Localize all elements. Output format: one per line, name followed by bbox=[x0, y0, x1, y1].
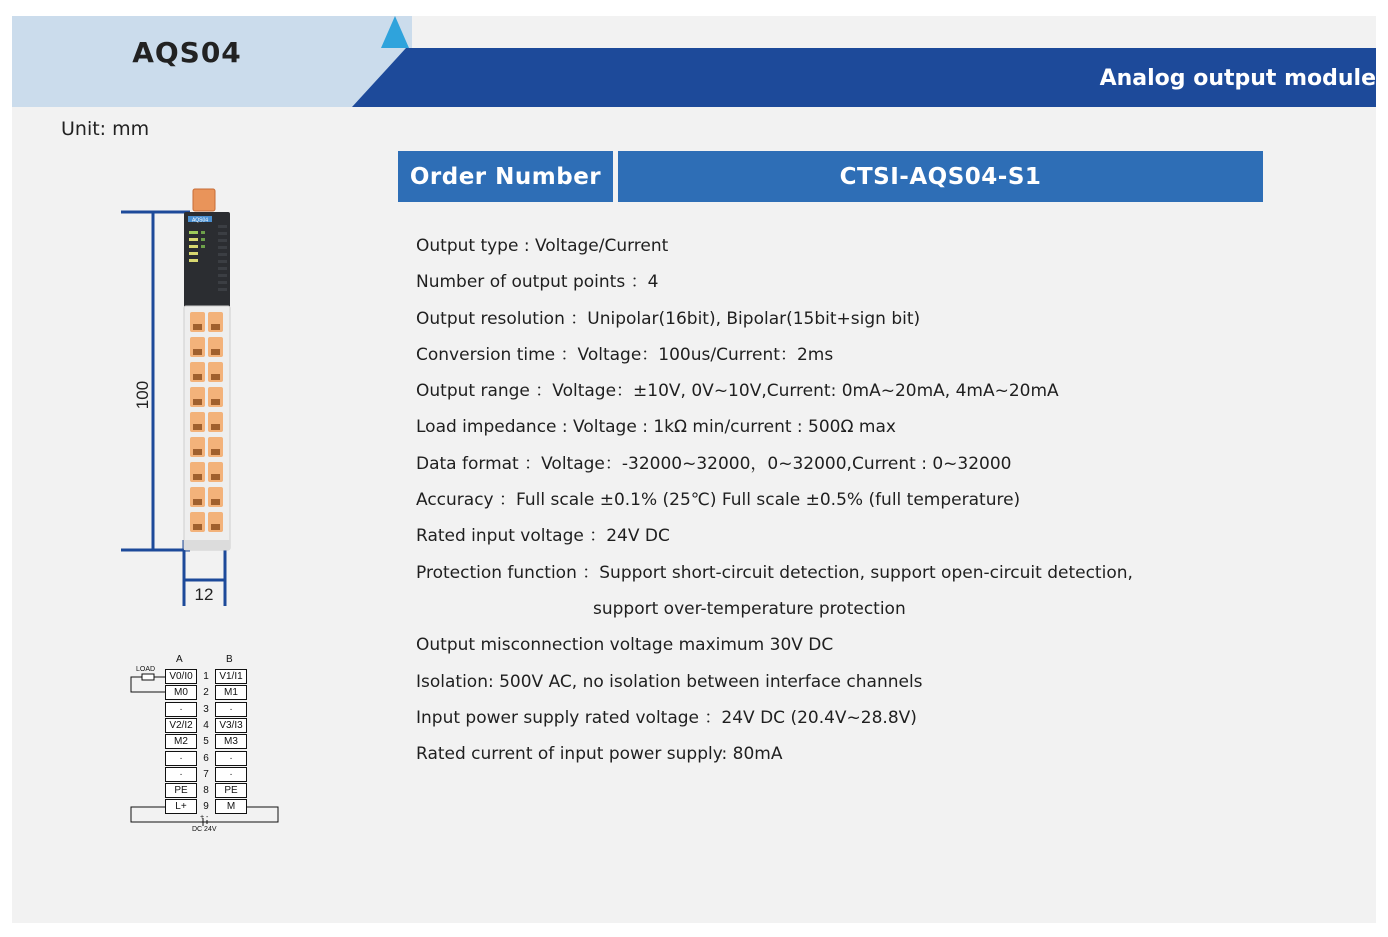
terminal-a-5: M2 bbox=[165, 734, 197, 749]
height-dimension: 100 bbox=[133, 380, 152, 410]
order-number-label: Order Number bbox=[398, 151, 613, 202]
spec-item bbox=[416, 631, 1316, 667]
spec-text: Input power supply rated voltage ：24V DC (20.4V~28.8V) bbox=[416, 707, 917, 728]
spec-item bbox=[416, 232, 1316, 268]
terminal-a-8: PE bbox=[165, 783, 197, 798]
terminal-screw bbox=[193, 424, 202, 430]
terminal-screw bbox=[193, 449, 202, 455]
terminal-number: 8 bbox=[203, 785, 209, 797]
terminal-b-1: V1/I1 bbox=[215, 669, 247, 684]
terminal-b-2: M1 bbox=[215, 685, 247, 700]
spec-text: Accuracy ：Full scale ±0.1% (25℃) Full scale ±0.5% (full temperature) bbox=[416, 490, 1021, 511]
spec-text: Protection function ：Support short-circuit detection, support open-circuit detection, bbox=[416, 562, 1133, 583]
terminal-number: 5 bbox=[203, 736, 209, 748]
spec-text: Output type : Voltage/Current bbox=[416, 236, 669, 256]
terminal-screw bbox=[193, 374, 202, 380]
column-b-label: B bbox=[226, 654, 233, 665]
terminal-screw bbox=[211, 524, 220, 530]
terminal-number: 1 bbox=[203, 671, 209, 682]
terminal-a-3: · bbox=[165, 702, 197, 717]
spec-item bbox=[416, 377, 1316, 413]
spec-text: Rated current of input power supply: 80mA bbox=[416, 744, 783, 765]
terminal-number: 7 bbox=[203, 768, 209, 780]
terminal-screw bbox=[211, 499, 220, 505]
spec-list bbox=[416, 232, 1316, 776]
order-number-value: CTSI-AQS04-S1 bbox=[618, 151, 1263, 202]
spec-text: Number of output points ：4 bbox=[416, 272, 659, 293]
terminal-screw bbox=[211, 424, 220, 430]
module-dimension-drawing bbox=[0, 0, 300, 620]
spec-item bbox=[416, 268, 1316, 304]
power-polarity: + - bbox=[200, 814, 209, 821]
terminal-screw bbox=[211, 374, 220, 380]
module-label: AQS04 bbox=[191, 217, 209, 224]
terminal-screw bbox=[211, 324, 220, 330]
terminal-a-9: L+ bbox=[165, 799, 197, 814]
spec-item bbox=[416, 486, 1316, 522]
terminal-number: 9 bbox=[203, 801, 209, 813]
terminal-screw bbox=[211, 449, 220, 455]
wiring-diagram bbox=[128, 650, 288, 840]
spec-text: Output resolution ：Unipolar(16bit), Bipolar(15bit+sign bit) bbox=[416, 308, 921, 329]
terminal-a-1: V0/I0 bbox=[165, 669, 197, 684]
spec-text: Rated input voltage ：24V DC bbox=[416, 526, 670, 547]
spec-item-continuation bbox=[416, 595, 1316, 631]
terminal-a-2: M0 bbox=[165, 685, 197, 700]
module-foot bbox=[184, 540, 230, 550]
terminal-number: 3 bbox=[203, 703, 209, 715]
terminal-screw bbox=[211, 474, 220, 480]
spec-item bbox=[416, 450, 1316, 486]
terminal-screw bbox=[193, 399, 202, 405]
terminal-number: 2 bbox=[203, 687, 209, 699]
release-tab bbox=[193, 189, 215, 211]
terminal-screw bbox=[193, 524, 202, 530]
terminal-screw bbox=[193, 499, 202, 505]
spec-text: Conversion time ：Voltage：100us/Current：2ms bbox=[416, 344, 834, 365]
spec-item bbox=[416, 704, 1316, 740]
terminal-b-6: · bbox=[215, 751, 247, 766]
terminal-a-7: · bbox=[165, 767, 197, 782]
spec-item bbox=[416, 740, 1316, 776]
terminal-b-9: M bbox=[215, 799, 247, 814]
terminal-b-7: · bbox=[215, 767, 247, 782]
spec-text: Output misconnection voltage maximum 30V DC bbox=[416, 635, 834, 656]
terminal-a-4: V2/I2 bbox=[165, 718, 197, 733]
terminal-b-3: · bbox=[215, 702, 247, 717]
model-title: AQS04 bbox=[132, 36, 242, 69]
spec-item bbox=[416, 668, 1316, 704]
spec-text: Output range ：Voltage：±10V, 0V~10V,Current: 0mA~20mA, 4mA~20mA bbox=[416, 381, 1059, 402]
load-label: LOAD bbox=[136, 666, 156, 673]
terminal-screw bbox=[211, 399, 220, 405]
spec-text: Isolation: 500V AC, no isolation between interface channels bbox=[416, 671, 923, 692]
column-a-label: A bbox=[176, 654, 183, 665]
terminal-b-8: PE bbox=[215, 783, 247, 798]
spec-text: support over-temperature protection bbox=[593, 598, 906, 619]
spec-text: Load impedance : Voltage : 1kΩ min/current : 500Ω max bbox=[416, 417, 896, 438]
terminal-number: 6 bbox=[203, 752, 209, 764]
spec-item bbox=[416, 305, 1316, 341]
terminal-screw bbox=[193, 324, 202, 330]
width-dimension: 12 bbox=[194, 585, 214, 604]
spec-item bbox=[416, 522, 1316, 558]
spec-text: Data format ：Voltage：-32000~32000，0~32000,Current : 0~32000 bbox=[416, 453, 1012, 474]
module-subtitle: Analog output module bbox=[1099, 66, 1376, 91]
terminal-screw bbox=[193, 474, 202, 480]
load-resistor bbox=[142, 674, 154, 680]
unit-label: Unit: mm bbox=[61, 118, 150, 140]
terminal-screw bbox=[211, 349, 220, 355]
spec-item bbox=[416, 341, 1316, 377]
header-accent-triangle bbox=[381, 16, 409, 48]
terminal-b-5: M3 bbox=[215, 734, 247, 749]
power-label: DC 24V bbox=[192, 826, 217, 833]
spec-item bbox=[416, 413, 1316, 449]
terminal-b-4: V3/I3 bbox=[215, 718, 247, 733]
terminal-number: 4 bbox=[203, 719, 209, 731]
terminal-a-6: · bbox=[165, 751, 197, 766]
spec-item bbox=[416, 559, 1316, 595]
terminal-screw bbox=[193, 349, 202, 355]
